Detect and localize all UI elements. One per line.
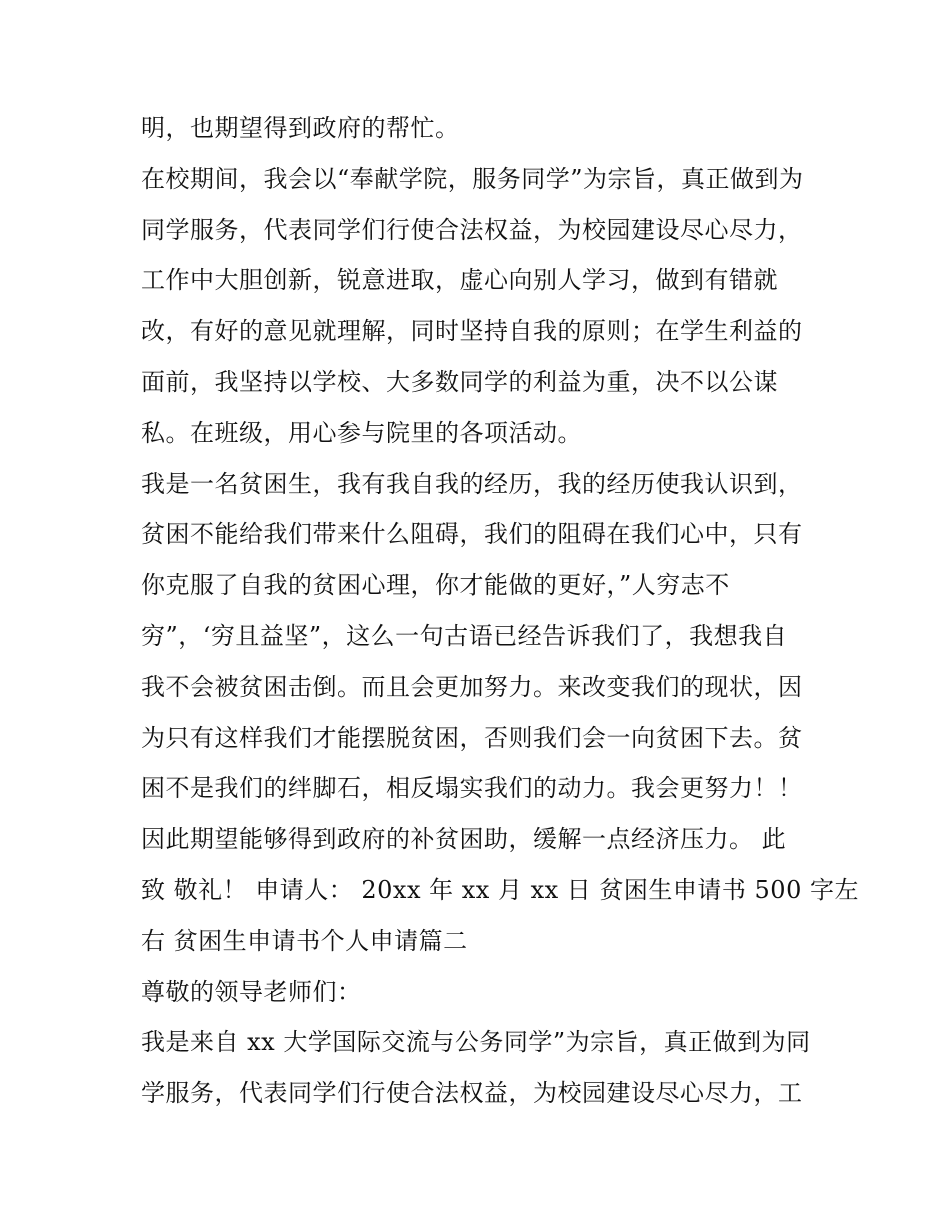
text-line: 学服务，代表同学们行使合法权益，为校园建设尽心尽力，工 [141, 1079, 803, 1108]
text-line: 右 贫困生申请书个人申请篇二 [141, 926, 468, 955]
text-line: 致 敬礼！ 申请人： 20xx 年 xx 月 xx 日 贫困生申请书 500 字左 [141, 875, 859, 904]
text-line: 面前，我坚持以学校、大多数同学的利益为重，决不以公谋 [141, 367, 778, 396]
text-line: 在校期间，我会以“奉献学院，服务同学”为宗旨，真正做到为 [141, 164, 804, 193]
text-line: 私。在班级，用心参与院里的各项活动。 [141, 418, 582, 447]
text-line: 为只有这样我们才能摆脱贫困，否则我们会一向贫困下去。贫 [141, 723, 803, 752]
text-line: 困不是我们的绊脚石，相反塌实我们的动力。我会更努力！！ [141, 774, 803, 803]
text-line: 因此期望能够得到政府的补贫困助，缓解一点经济压力。 此 [141, 825, 787, 854]
text-line: 尊敬的领导老师们： [141, 977, 362, 1006]
text-line: 我不会被贫困击倒。而且会更加努力。来改变我们的现状，因 [141, 672, 803, 701]
text-line: 工作中大胆创新，锐意进取，虚心向别人学习，做到有错就 [141, 266, 778, 295]
text-line: 明，也期望得到政府的帮忙。 [141, 114, 460, 142]
text-line: 同学服务，代表同学们行使合法权益，为校园建设尽心尽力， [141, 215, 803, 244]
text-line: 你克服了自我的贫困心理，你才能做的更好，”人穷志不 [141, 571, 730, 600]
text-line: 我是一名贫困生，我有我自我的经历，我的经历使我认识到， [141, 469, 803, 498]
text-line: 改，有好的意见就理解，同时坚持自我的原则；在学生利益的 [141, 317, 803, 346]
text-line: 贫困不能给我们带来什么阻碍，我们的阻碍在我们心中，只有 [141, 520, 803, 549]
body-text [141, 103, 859, 1119]
text-line: 穷”，‘穷且益坚”，这么一句古语已经告诉我们了，我想我自 [141, 621, 788, 650]
text-line: 我是来自 xx 大学国际交流与公务同学”为宗旨，真正做到为同 [141, 1028, 811, 1057]
